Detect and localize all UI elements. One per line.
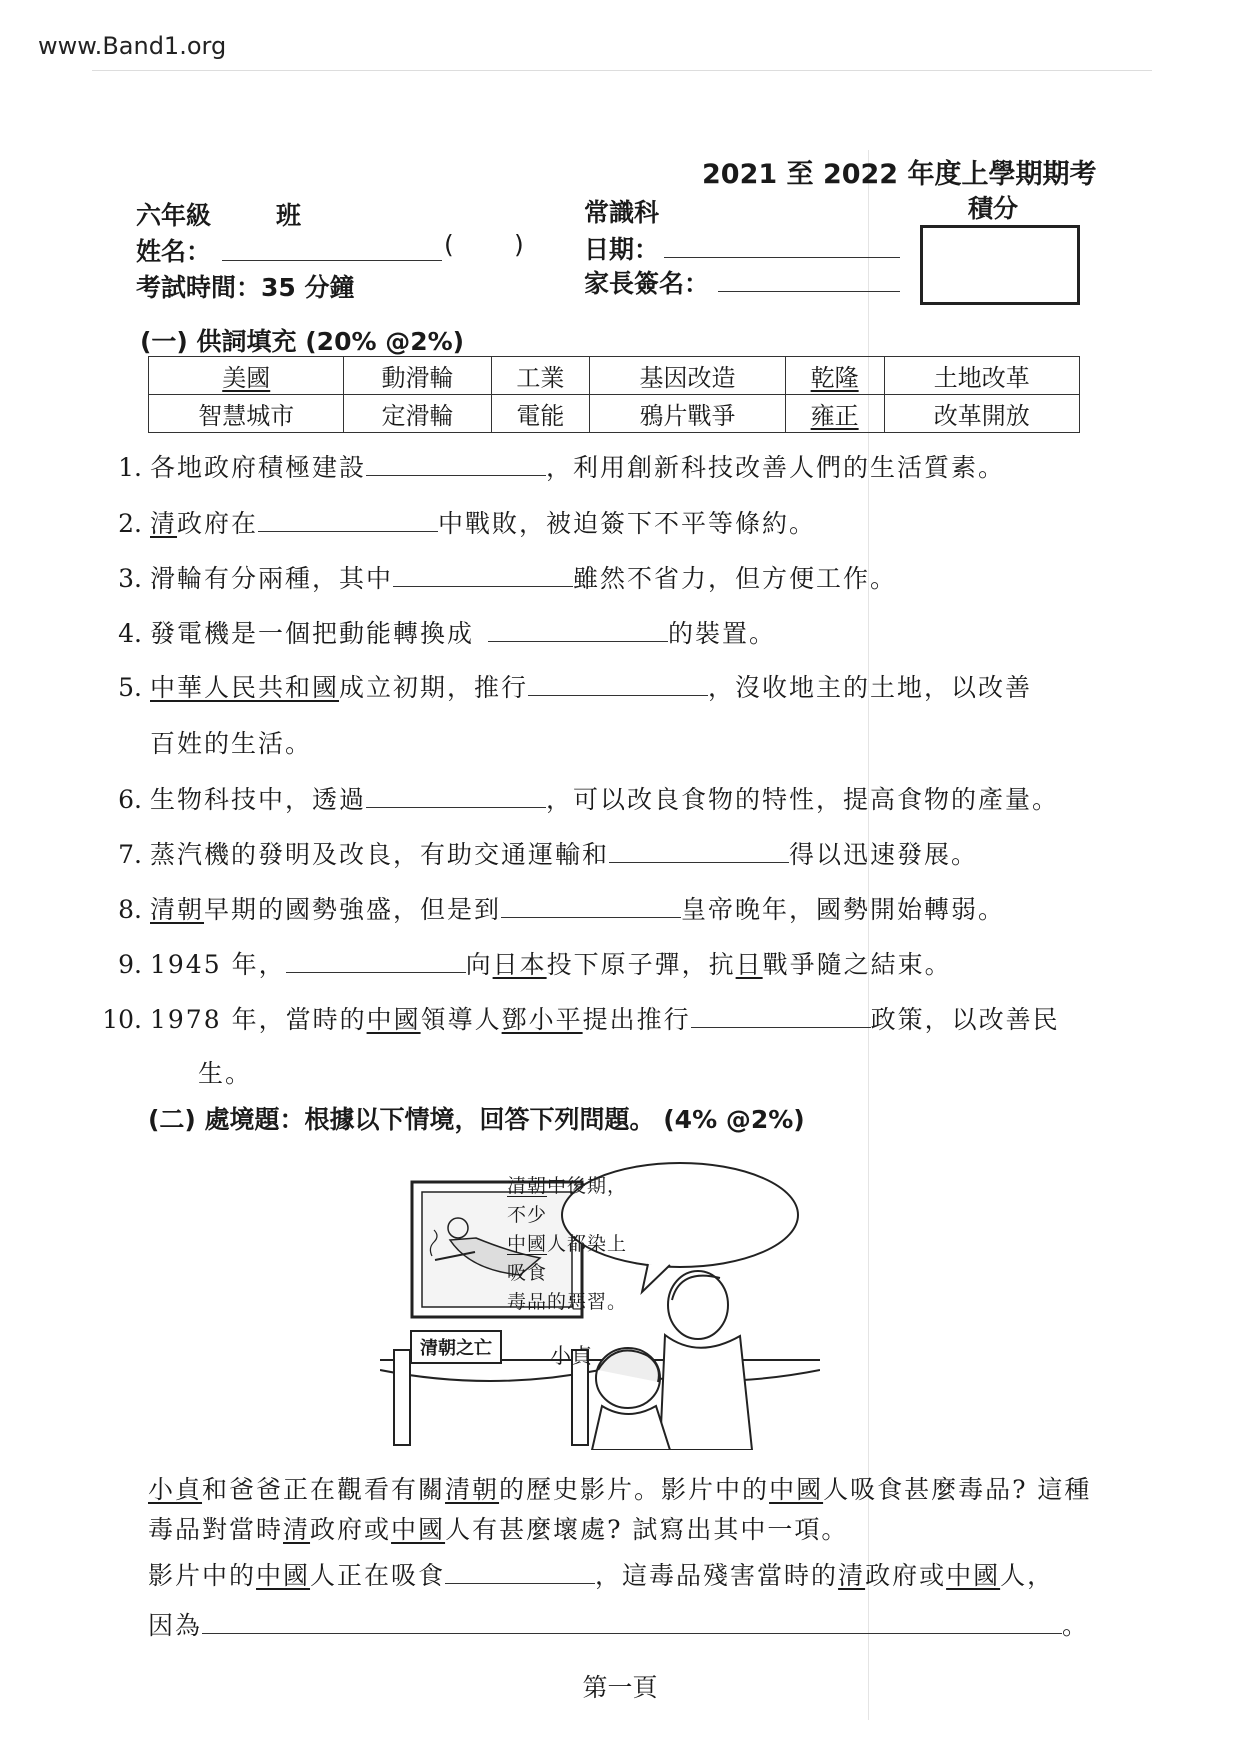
word-bank-cell: 鴉片戰爭 — [639, 402, 736, 430]
date-field[interactable] — [664, 256, 900, 258]
question-10-cont: 生。 — [198, 1059, 253, 1088]
answer-blank[interactable] — [528, 694, 708, 696]
site-watermark: www.Band1.org — [38, 32, 227, 60]
answer-blank[interactable] — [258, 530, 438, 532]
word-bank-row — [149, 395, 1080, 433]
section1-title: (一) 供詞填充 (20% @2%) — [140, 327, 465, 356]
question-6: 6. 生物科技中，透過 ，可以改良食物的特性，提高食物的產量。 — [118, 785, 1060, 814]
word-bank-cell: 智慧城市 — [198, 402, 295, 430]
girl-label: 小貞 — [550, 1344, 592, 1368]
section2-title: (二) 處境題：根據以下情境，回答下列問題。 (4% @2%) — [148, 1105, 805, 1134]
word-bank-cell: 定滑輪 — [381, 402, 454, 430]
divider — [92, 70, 1152, 71]
subject-label: 常識科 — [584, 198, 660, 227]
bubble-text: 清朝中後期，不少 中國人都染上吸食 毒品的惡習。 — [507, 1175, 628, 1313]
word-bank-cell: 雍正 — [810, 402, 859, 430]
question-10: 10. 1978 年，當時的中國領導人鄧小平提出推行 政策，以改善民 — [102, 1005, 1060, 1034]
paren-open: ( — [444, 230, 454, 259]
word-bank-cell: 動滑輪 — [381, 364, 454, 392]
answer-blank[interactable] — [286, 971, 466, 973]
paren-close: ) — [514, 230, 524, 259]
score-label: 積分 — [968, 194, 1019, 223]
answer-blank[interactable] — [202, 1632, 1062, 1634]
answer-blank[interactable] — [501, 916, 681, 918]
score-box[interactable] — [920, 225, 1080, 305]
date-label: 日期： — [584, 235, 660, 264]
word-bank-row — [149, 357, 1080, 395]
screen-caption: 清朝之亡 — [410, 1330, 502, 1364]
parent-signature-field[interactable] — [718, 290, 900, 292]
answer-blank[interactable] — [609, 861, 789, 863]
grade-label: 六年級 — [136, 201, 212, 230]
word-bank-cell: 改革開放 — [933, 402, 1030, 430]
question-7: 7. 蒸汽機的發明及改良，有助交通運輸和 得以迅速發展。 — [118, 840, 979, 869]
word-bank-cell: 電能 — [516, 402, 565, 430]
question-2: 2. 清政府在 中戰敗，被迫簽下不平等條約。 — [118, 509, 817, 538]
word-bank-cell: 基因改造 — [639, 364, 736, 392]
word-bank-table — [148, 356, 1080, 433]
name-field[interactable] — [222, 259, 442, 261]
question-8: 8. 清朝早期的國勢強盛，但是到 皇帝晚年，國勢開始轉弱。 — [118, 895, 1006, 924]
question-5-cont: 百姓的生活。 — [150, 729, 313, 758]
answer-blank[interactable] — [366, 474, 546, 476]
name-label: 姓名： — [136, 237, 212, 266]
question-1: 1. 各地政府積極建設 ，利用創新科技改善人們的生活質素。 — [118, 453, 1006, 482]
question-9: 9. 1945 年， 向日本投下原子彈，抗日戰爭隨之結束。 — [118, 950, 952, 979]
answer-blank[interactable] — [393, 585, 573, 587]
question-5: 5. 中華人民共和國成立初期，推行 ，沒收地主的土地，以改善 — [118, 673, 1033, 702]
cartoon-illustration — [380, 1160, 820, 1450]
father-figure — [668, 1271, 728, 1339]
exam-title: 2021 至 2022 年度上學期期考 — [702, 159, 1097, 190]
answer-line-1: 影片中的中國人正在吸食 ，這毒品殘害當時的清政府或中國人， — [148, 1561, 1055, 1590]
word-bank-cell: 土地改革 — [933, 364, 1030, 392]
word-bank-cell: 美國 — [222, 364, 271, 392]
page-number: 第一頁 — [582, 1673, 658, 1702]
answer-blank[interactable] — [488, 640, 668, 642]
time-label: 考試時間：35 分鐘 — [136, 273, 355, 302]
question-4: 4. 發電機是一個把動能轉換成 的裝置。 — [118, 619, 777, 648]
answer-blank[interactable] — [366, 806, 546, 808]
answer-blank[interactable] — [691, 1026, 871, 1028]
scenario-line-1: 小貞和爸爸正在觀看有關清朝的歷史影片。影片中的中國人吸食甚麼毒品? 這種 — [148, 1475, 1092, 1504]
scenario-line-2: 毒品對當時清政府或中國人有甚麼壞處? 試寫出其中一項。 — [148, 1515, 849, 1544]
question-3: 3. 滑輪有分兩種，其中 雖然不省力，但方便工作。 — [118, 564, 898, 593]
parent-signature-label: 家長簽名： — [584, 269, 710, 298]
answer-blank[interactable] — [445, 1582, 595, 1584]
word-bank-cell: 乾隆 — [810, 364, 859, 392]
class-label: 班 — [276, 201, 302, 230]
answer-line-2: 因為 。 — [148, 1611, 1090, 1640]
word-bank-cell: 工業 — [516, 364, 565, 392]
